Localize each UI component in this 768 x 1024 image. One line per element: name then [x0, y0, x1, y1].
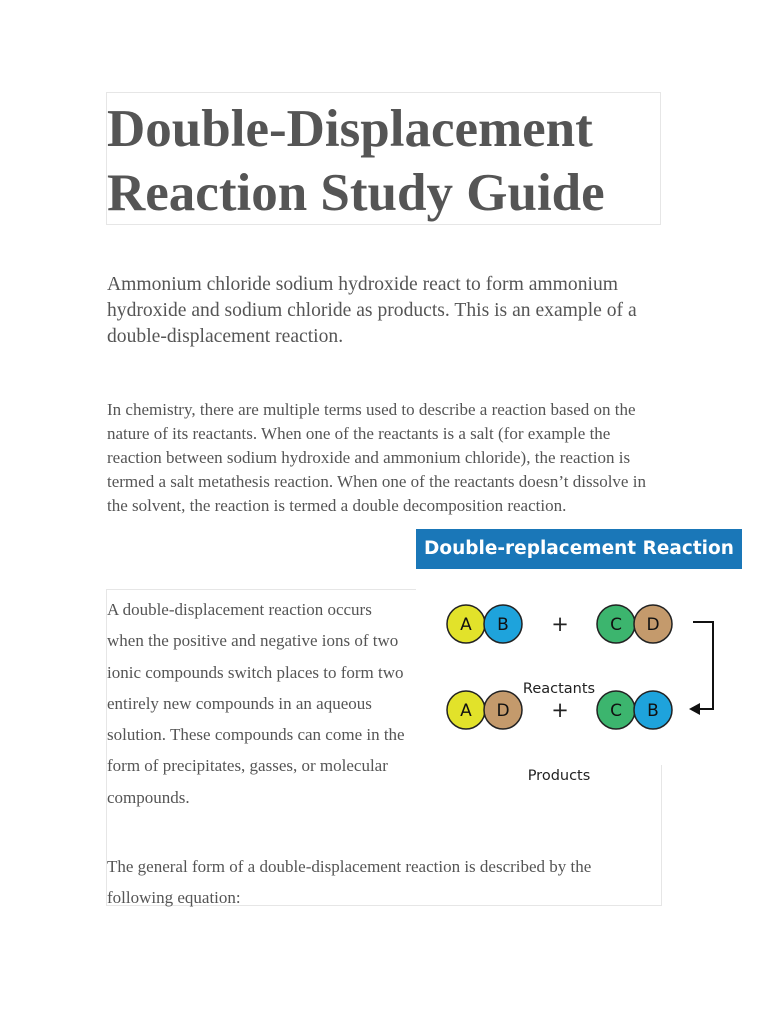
- ball-d-product-label: D: [496, 701, 510, 721]
- reaction-diagram: [416, 569, 742, 784]
- chemistry-paragraph: In chemistry, there are multiple terms used to describe a reaction based on the nature of its reactants. When one of the reactants is a salt (for example the reaction between sodium hydroxide and ammonium chloride), the reaction is termed a salt metathesis reaction. When one of the reactants doesn’t dissolve in the solvent, the reaction is termed a double decomposition reaction.: [107, 400, 646, 515]
- products-label: Products: [527, 768, 591, 784]
- product-pair-cb: [597, 691, 672, 729]
- ball-b-reactant-label: B: [497, 615, 509, 635]
- plus-products: +: [551, 698, 569, 722]
- definition-paragraph: A double-displacement reaction occurs when the positive and negative ions of two ionic compounds switch places to form two entirely new compounds in an aqueous solution. These compounds can come in the form of precipitates, gasses, or molecular compounds.: [107, 600, 405, 807]
- reactant-pair-cd: [597, 605, 672, 643]
- ball-d-reactant-label: D: [646, 615, 660, 635]
- reaction-arrow: [689, 622, 713, 715]
- document-title: Double-Displacement Reaction Study Guide: [107, 100, 605, 222]
- product-pair-ad: [447, 691, 522, 729]
- ball-a-reactant-label: A: [460, 615, 472, 635]
- reactant-pair-ab: [447, 605, 522, 643]
- figure-title: Double-replacement Reaction: [416, 529, 742, 569]
- intro-paragraph: Ammonium chloride sodium hydroxide react to form ammonium hydroxide and sodium chloride as products. This is an example of a double-displacement reaction.: [107, 274, 637, 347]
- general-form-paragraph: The general form of a double-displacement reaction is described by the following equation:: [107, 857, 592, 907]
- reactants-label: Reactants: [522, 681, 596, 697]
- ball-c-product-label: C: [610, 701, 622, 721]
- plus-reactants: +: [551, 612, 569, 636]
- ball-c-reactant-label: C: [610, 615, 622, 635]
- ball-a-product-label: A: [460, 701, 472, 721]
- ball-b-product-label: B: [647, 701, 659, 721]
- reaction-figure: [416, 529, 742, 784]
